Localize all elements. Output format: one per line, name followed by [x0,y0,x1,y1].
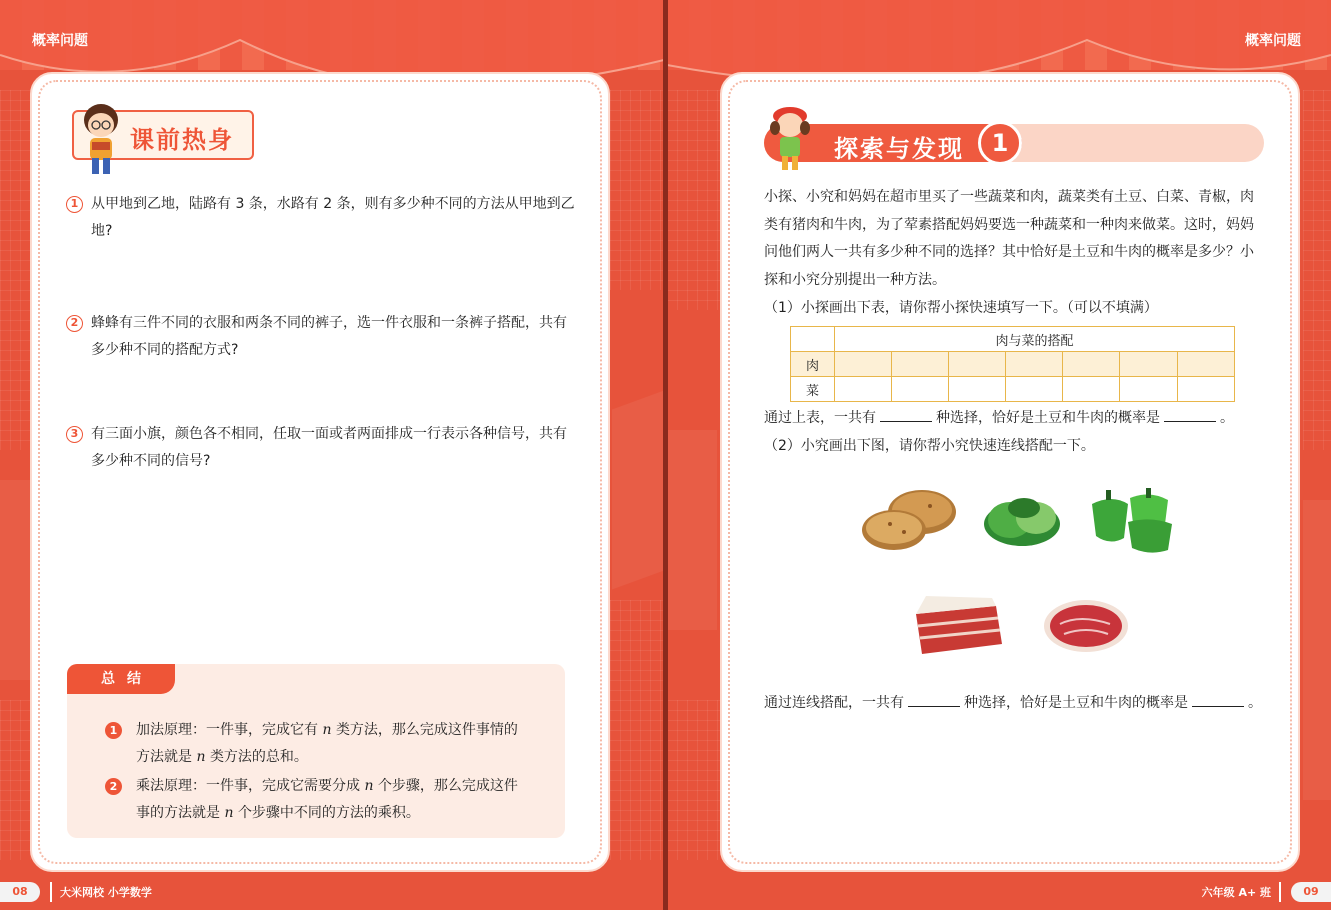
table-cell[interactable] [892,377,949,402]
summary-text: 加法原理：一件事，完成它有 n 类方法，那么完成这件事情的方法就是 n 类方法的总和。 [136,722,518,765]
summary-item-addition [105,717,525,771]
question-text: 从甲地到乙地，陆路有 3 条，水路有 2 条，则有多少种不同的方法从甲地到乙地? [91,196,575,239]
question-number-badge: 3 [66,426,83,443]
table-cell[interactable] [1120,352,1177,377]
table-cell[interactable] [835,352,892,377]
left-header-title: 概率问题 [32,33,88,49]
table-header: 肉与菜的搭配 [835,327,1235,352]
footer-divider [1279,882,1281,902]
table-cell[interactable] [1177,352,1234,377]
question-text: 有三面小旗，颜色各不相同，任取一面或者两面排成一行表示各种信号，共有多少种不同的信号? [91,426,567,469]
summary-text: 乘法原理：一件事，完成它需要分成 n 个步骤，那么完成这件事的方法就是 n 个步骤中不同的方法的乘积。 [136,778,518,821]
right-footer-text: 六年级 A+ 班 [1201,886,1271,899]
potato-icon [860,486,960,552]
explore-title-text: 探索与发现 [834,135,964,163]
table-row-label: 肉 [791,352,835,377]
right-header-title: 概率问题 [1245,33,1301,49]
table-corner-cell [791,327,835,352]
boy-character-icon [76,98,126,180]
table-cell[interactable] [949,352,1006,377]
table-cell[interactable] [835,377,892,402]
explore-section-number: 1 [978,121,1022,165]
book-spine [663,0,668,910]
left-page-number: 08 [0,882,40,902]
table-row-label: 菜 [791,377,835,402]
summary-box [67,664,565,838]
right-footer [667,874,1331,910]
pork-icon [912,592,1006,658]
summary-number-badge: 1 [105,722,122,739]
summary-number-badge: 2 [105,778,122,795]
intro-paragraph: 小探、小究和妈妈在超市里买了一些蔬菜和肉，蔬菜类有土豆、白菜、青椒，肉类有猪肉和牛肉，为了荤素搭配妈妈要选一种蔬菜和一种肉来做菜。这时，妈妈问他们两人一共有多少种不同的选择？其中恰好是土豆和牛肉的概率是多少？小探和小究分别提出一种方法。 [764,189,1254,288]
blank-probability[interactable] [1164,408,1216,422]
summary-tag: 总结 [67,664,175,694]
question-2 [66,310,576,364]
question-3 [66,421,576,475]
part1-instruction: （1）小探画出下表，请你帮小探快速填写一下。（可以不填满） [764,300,1158,316]
pairing-table [790,326,1235,402]
footer-divider [50,882,52,902]
warmup-title-text: 课前热身 [130,126,234,154]
result2-line: 通过连线搭配，一共有 种选择，恰好是土豆和牛肉的概率是 。 [764,695,1262,711]
right-page-number: 09 [1291,882,1331,902]
table-cell[interactable] [1177,377,1234,402]
question-1 [66,191,576,245]
table-cell[interactable] [892,352,949,377]
blank-probability[interactable] [1192,693,1244,707]
blank-count[interactable] [880,408,932,422]
question-number-badge: 1 [66,196,83,213]
table-row-meat [791,352,1235,377]
left-footer-text: 大米网校 小学数学 [60,886,152,899]
girl-character-icon [766,100,814,172]
explore-section-title [764,124,1264,162]
summary-item-multiplication [105,773,525,827]
beef-icon [1040,594,1132,656]
green-pepper-icon [1084,488,1178,554]
question-number-badge: 2 [66,315,83,332]
table-row-vegetable [791,377,1235,402]
table-cell[interactable] [949,377,1006,402]
cabbage-icon [980,490,1064,550]
table-cell[interactable] [1006,352,1063,377]
table-cell[interactable] [1063,377,1120,402]
question-text: 蜂蜂有三件不同的衣服和两条不同的裤子，选一件衣服和一条裤子搭配，共有多少种不同的搭配方式? [91,315,567,358]
table-cell[interactable] [1006,377,1063,402]
part2-instruction: （2）小究画出下图，请你帮小究快速连线搭配一下。 [764,438,1095,454]
result1-line: 通过上表，一共有 种选择，恰好是土豆和牛肉的概率是 。 [764,410,1234,426]
table-cell[interactable] [1120,377,1177,402]
blank-count[interactable] [908,693,960,707]
left-footer [0,874,664,910]
table-cell[interactable] [1063,352,1120,377]
